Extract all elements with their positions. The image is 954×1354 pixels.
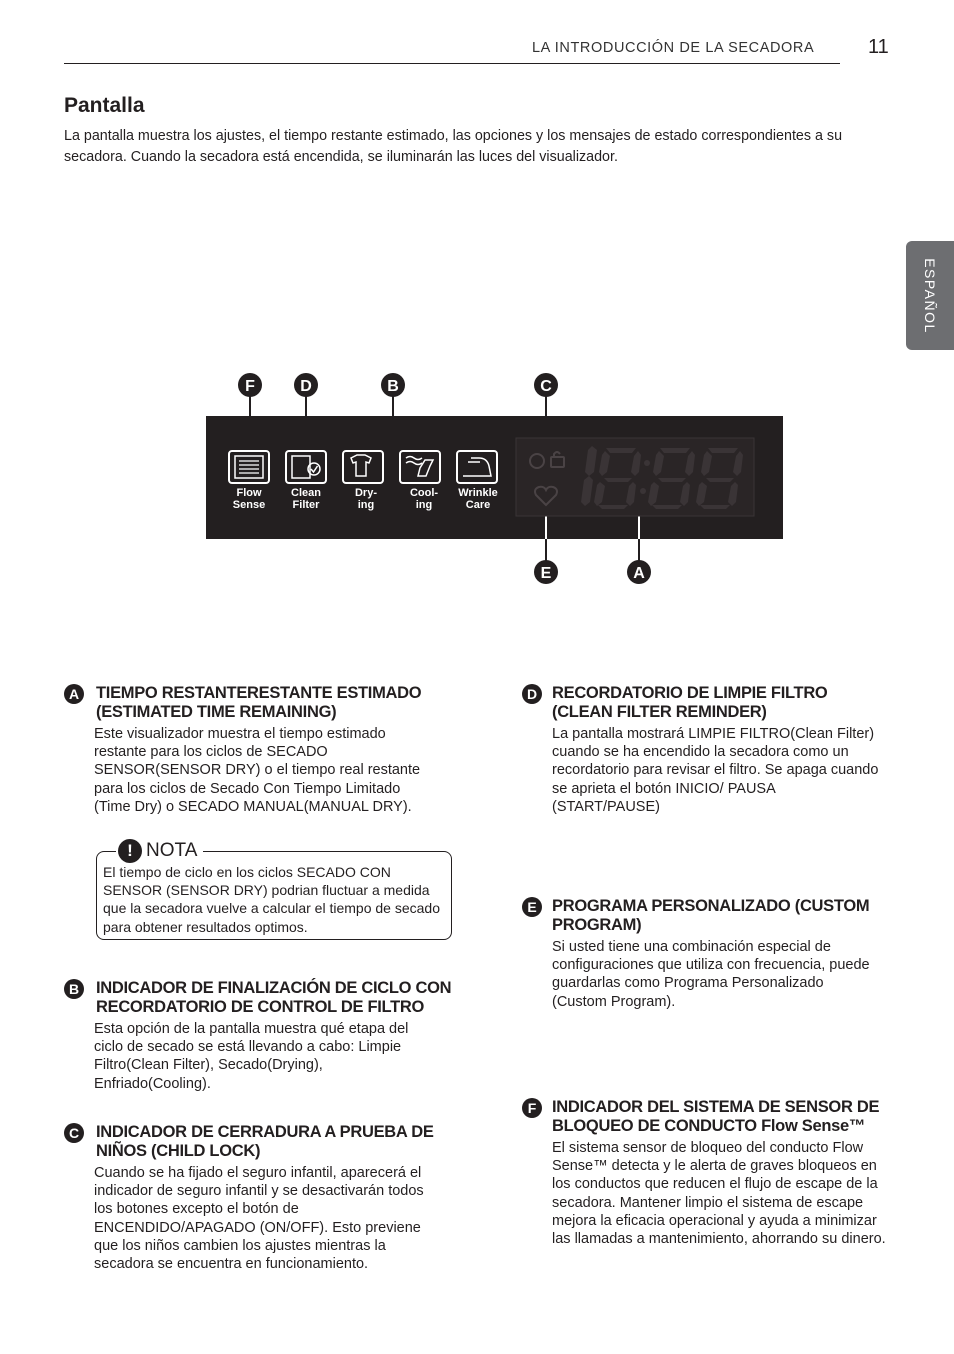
language-tab-label: ESPAÑOL bbox=[922, 257, 938, 334]
callout-d-label: D bbox=[300, 378, 312, 395]
section-e-title: PROGRAMA PERSONALIZADO (CUSTOM PROGRAM) bbox=[552, 897, 870, 934]
note-body: El tiempo de ciclo en los ciclos SECADO CON SENSOR (SENSOR DRY) podrian fluctuar a medida que la secadora vuelve a calcular el tiempo de secado para obtener resultados optimos. bbox=[103, 864, 440, 935]
cooling-label-1: Cool- bbox=[409, 487, 439, 499]
wrinkle-care-label-2: Care bbox=[465, 499, 491, 511]
section-f-title: INDICADOR DEL SISTEMA DE SENSOR DE BLOQUEO DE CONDUCTO Flow Sense™ bbox=[552, 1098, 880, 1135]
page-number: 11 bbox=[868, 36, 889, 58]
callout-badge-d bbox=[294, 373, 318, 397]
section-c-title: INDICADOR DE CERRADURA A PRUEBA DE NIÑOS (CHILD LOCK) bbox=[96, 1123, 434, 1160]
section-d-badge: D bbox=[522, 684, 542, 704]
callout-f-label: F bbox=[245, 378, 255, 395]
callout-a-label: A bbox=[633, 565, 645, 582]
display-diagram bbox=[0, 0, 954, 620]
section-a-body: Este visualizador muestra el tiempo estimado restante para los ciclos de SECADO SENSOR(SENSOR DRY) o el tiempo real restante para los ciclos de Secado Con Tiempo Limitado (Time Dry) o SECADO MANUAL(MANUAL DRY). bbox=[94, 726, 421, 815]
drying-label-1: Dry- bbox=[354, 487, 378, 499]
callout-badge-e bbox=[534, 560, 558, 584]
exclamation-icon: ! bbox=[118, 839, 142, 863]
callout-c-label: C bbox=[540, 378, 552, 395]
drying-label-2: ing bbox=[357, 499, 375, 511]
callout-badge-f bbox=[238, 373, 262, 397]
section-b-badge: B bbox=[64, 979, 84, 999]
note-label: NOTA bbox=[146, 840, 198, 861]
callout-b-label: B bbox=[387, 378, 399, 395]
section-a-badge: A bbox=[64, 684, 84, 704]
cooling-icon bbox=[400, 451, 440, 483]
callout-leaders bbox=[250, 396, 546, 446]
cooling-label-2: ing bbox=[415, 499, 433, 511]
section-d-title: RECORDATORIO DE LIMPIE FILTRO (CLEAN FILTER REMINDER) bbox=[552, 684, 828, 721]
section-c-body: Cuando se ha fijado el seguro infantil, aparecerá el indicador de seguro infantil y se desactivarán todos los botones excepto el botón de ENCENDIDO/APAGADO (ON/OFF). Esto previene que los niños cambien los ajustes mientras la secadora se encuentra en funcionamiento. bbox=[94, 1165, 424, 1273]
section-b-title: INDICADOR DE FINALIZACIÓN DE CICLO CON RECORDATORIO DE CONTROL DE FILTRO bbox=[96, 979, 452, 1016]
section-b-body: Esta opción de la pantalla muestra qué etapa del ciclo de secado se está llevando a cabo: Limpie Filtro(Clean Filter), Secado(Drying), Enfriado(Cooling). bbox=[94, 1021, 409, 1092]
section-c-badge: C bbox=[64, 1123, 84, 1143]
clean-filter-label-1: Clean bbox=[291, 487, 321, 499]
flow-sense-icon bbox=[229, 451, 269, 483]
drying-icon bbox=[343, 451, 383, 483]
running-header: LA INTRODUCCIÓN DE LA SECADORA bbox=[532, 40, 815, 56]
flow-sense-label-2: Sense bbox=[232, 499, 266, 511]
flow-sense-label-1: Flow bbox=[236, 487, 262, 499]
section-e-body: Si usted tiene una combinación especial de configuraciones que utiliza con frecuencia, puede guardarlas como Programa Personalizado (Custom Program). bbox=[552, 939, 870, 1010]
callout-e-label: E bbox=[540, 565, 552, 582]
note-header bbox=[116, 839, 203, 863]
callout-badge-b bbox=[381, 373, 405, 397]
callout-badge-a bbox=[627, 560, 651, 584]
clean-filter-label-2: Filter bbox=[292, 499, 320, 511]
clean-filter-icon bbox=[286, 451, 326, 483]
section-f-body: El sistema sensor de bloqueo del conducto Flow Sense™ detecta y le alerta de graves bloqueos en los conductos que reducen el flujo de escape de la secadora. Mantener limpio el sistema de escape mejora la eficacia operacional y ayuda a minimizar las llamadas a mantenimiento, ahorrando su dinero. bbox=[552, 1140, 886, 1248]
wrinkle-care-label-1: Wrinkle bbox=[458, 487, 498, 499]
intro-paragraph: La pantalla muestra los ajustes, el tiempo restante estimado, las opciones y los mensajes de estado correspondientes a su secadora. Cuando la secadora está encendida, se iluminarán las luces del visualizador. bbox=[64, 128, 843, 165]
wrinkle-care-icon bbox=[457, 451, 497, 483]
section-d-body: La pantalla mostrará LIMPIE FILTRO(Clean Filter) cuando se ha encendido la secadora como un recordatorio para revisar el filtro. Se apaga cuando se aprieta el botón INICIO/ PAUSA (START/PAUSE) bbox=[552, 726, 879, 815]
section-e-badge: E bbox=[522, 897, 542, 917]
page-title: Pantalla bbox=[64, 94, 145, 117]
callout-badge-c bbox=[534, 373, 558, 397]
section-a-title: TIEMPO RESTANTERESTANTE ESTIMADO (ESTIMATED TIME REMAINING) bbox=[96, 684, 422, 721]
section-f-badge: F bbox=[522, 1098, 542, 1118]
